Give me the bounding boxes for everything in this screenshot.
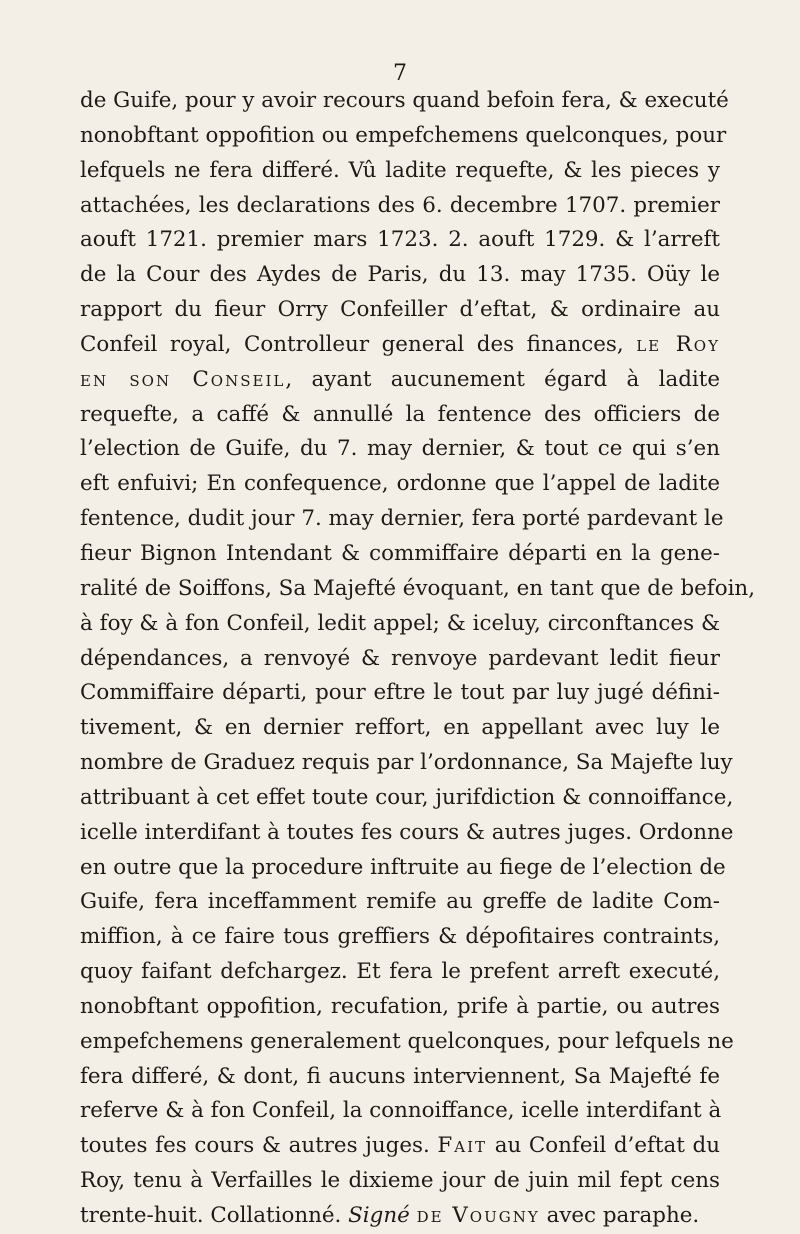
text-segment: rapport du fieur Orry Confeiller d’eftat, & ordinaire au bbox=[80, 297, 720, 323]
text-segment: nombre de Graduez requis par l’ordonnance, Sa Majefte luy bbox=[80, 750, 733, 776]
text-segment: toutes fes cours & autres juges. bbox=[80, 1133, 438, 1159]
text-line bbox=[80, 746, 733, 781]
text-segment: attribuant à cet effet toute cour, jurifdiction & connoiffance, bbox=[80, 784, 734, 810]
text-segment: fieur Bignon Intendant & commiffaire départi en la gene- bbox=[80, 540, 720, 566]
text-segment: requefte, a caffé & annullé la fentence des officiers de bbox=[80, 401, 720, 427]
text-line bbox=[80, 955, 720, 990]
text-segment: , ayant aucunement égard à ladite bbox=[285, 366, 720, 392]
text-segment: miffion, à ce faire tous greffiers & dépofitaires contraints, bbox=[80, 924, 720, 950]
text-line bbox=[80, 1129, 720, 1164]
text-segment: Commiffaire départi, pour eftre le tout par luy jugé défini- bbox=[80, 680, 720, 706]
text-line bbox=[80, 607, 720, 642]
text-line bbox=[80, 1025, 734, 1060]
text-segment: lefquels ne fera differé. Vû ladite requefte, & les pieces y bbox=[80, 157, 720, 183]
text-line bbox=[80, 398, 720, 433]
text-line bbox=[80, 1094, 720, 1129]
text-line bbox=[80, 119, 727, 154]
text-segment: fentence, dudit jour 7. may dernier, fera porté pardevant le bbox=[80, 506, 724, 532]
text-line bbox=[80, 223, 720, 258]
text-line bbox=[80, 1199, 720, 1234]
text-segment: dépendances, a renvoyé & renvoye pardevant ledit fieur bbox=[80, 645, 720, 671]
text-line bbox=[80, 502, 724, 537]
text-segment: avec paraphe. bbox=[539, 1203, 700, 1228]
text-line bbox=[80, 189, 720, 224]
text-line bbox=[80, 642, 720, 677]
text-line bbox=[80, 467, 720, 502]
text-segment: l’election de Guife, du 7. may dernier, & tout ce qui s’en bbox=[80, 436, 720, 462]
text-segment: quoy faifant defchargez. Et fera le prefent arreft executé, bbox=[80, 959, 720, 985]
text-segment: à foy & à fon Confeil, ledit appel; & iceluy, circonftances & bbox=[80, 610, 720, 636]
text-line bbox=[80, 885, 720, 920]
body-text bbox=[80, 84, 756, 1234]
page-number: 7 bbox=[393, 61, 407, 86]
text-segment: au Confeil d’eftat du bbox=[487, 1133, 720, 1159]
text-segment: trente-huit. Collationné. bbox=[80, 1203, 349, 1228]
text-segment: referve & à fon Confeil, la connoiffance, icelle interdifant à bbox=[80, 1098, 722, 1124]
text-line bbox=[80, 1164, 720, 1199]
text-line bbox=[80, 572, 756, 607]
text-segment: tivement, & en dernier reffort, en appellant avec luy le bbox=[80, 715, 720, 741]
text-segment: fera differé, & dont, fi aucuns interviennent, Sa Majefté fe bbox=[80, 1063, 720, 1089]
text-line bbox=[80, 84, 729, 119]
small-caps-text: Fait bbox=[437, 1133, 488, 1159]
small-caps-text: de Vougny bbox=[416, 1203, 540, 1228]
small-caps-text: le Roy bbox=[636, 331, 720, 357]
small-caps-text: en son Conseil bbox=[80, 366, 286, 392]
text-segment: nonobftant oppofition ou empefchemens quelconques, pour bbox=[80, 122, 727, 148]
text-line bbox=[80, 851, 726, 886]
text-segment: en outre que la procedure inftruite au fiege de l’election de bbox=[80, 854, 726, 880]
text-segment: de la Cour des Aydes de Paris, du 13. may 1735. Oüy le bbox=[80, 262, 720, 288]
text-line bbox=[80, 258, 720, 293]
text-segment: Roy, tenu à Verfailles le dixieme jour de juin mil fept cens bbox=[80, 1168, 720, 1194]
text-segment: empefchemens generalement quelconques, pour lefquels ne bbox=[80, 1028, 734, 1054]
text-line bbox=[80, 816, 734, 851]
italic-text: Signé bbox=[348, 1203, 410, 1228]
text-line bbox=[80, 920, 720, 955]
text-line bbox=[80, 711, 720, 746]
text-line bbox=[80, 990, 720, 1025]
text-segment: nonobftant oppofition, recufation, prife à partie, ou autres bbox=[80, 993, 720, 1019]
text-segment: attachées, les declarations des 6. decembre 1707. premier bbox=[80, 192, 720, 218]
text-line bbox=[80, 781, 734, 816]
text-segment bbox=[410, 1203, 417, 1228]
text-line bbox=[80, 537, 720, 572]
text-segment: eft enfuivi; En confequence, ordonne que l’appel de ladite bbox=[80, 471, 720, 497]
text-line bbox=[80, 154, 720, 189]
text-line bbox=[80, 328, 720, 363]
text-segment: de Guife, pour y avoir recours quand befoin fera, & executé bbox=[80, 88, 729, 113]
text-line bbox=[80, 432, 720, 467]
text-segment: Confeil royal, Controlleur general des finances, bbox=[80, 331, 637, 357]
text-segment: icelle interdifant à toutes fes cours & autres juges. Ordonne bbox=[80, 819, 734, 845]
text-segment: ralité de Soiffons, Sa Majefté évoquant, en tant que de befoin, bbox=[80, 575, 756, 601]
text-segment: aouft 1721. premier mars 1723. 2. aouft 1729. & l’arreft bbox=[80, 227, 720, 253]
text-segment: Guife, fera inceffamment remife au greffe de ladite Com- bbox=[80, 889, 720, 915]
text-line bbox=[80, 676, 720, 711]
text-line bbox=[80, 293, 720, 328]
text-line bbox=[80, 1060, 720, 1095]
text-line bbox=[80, 363, 720, 398]
